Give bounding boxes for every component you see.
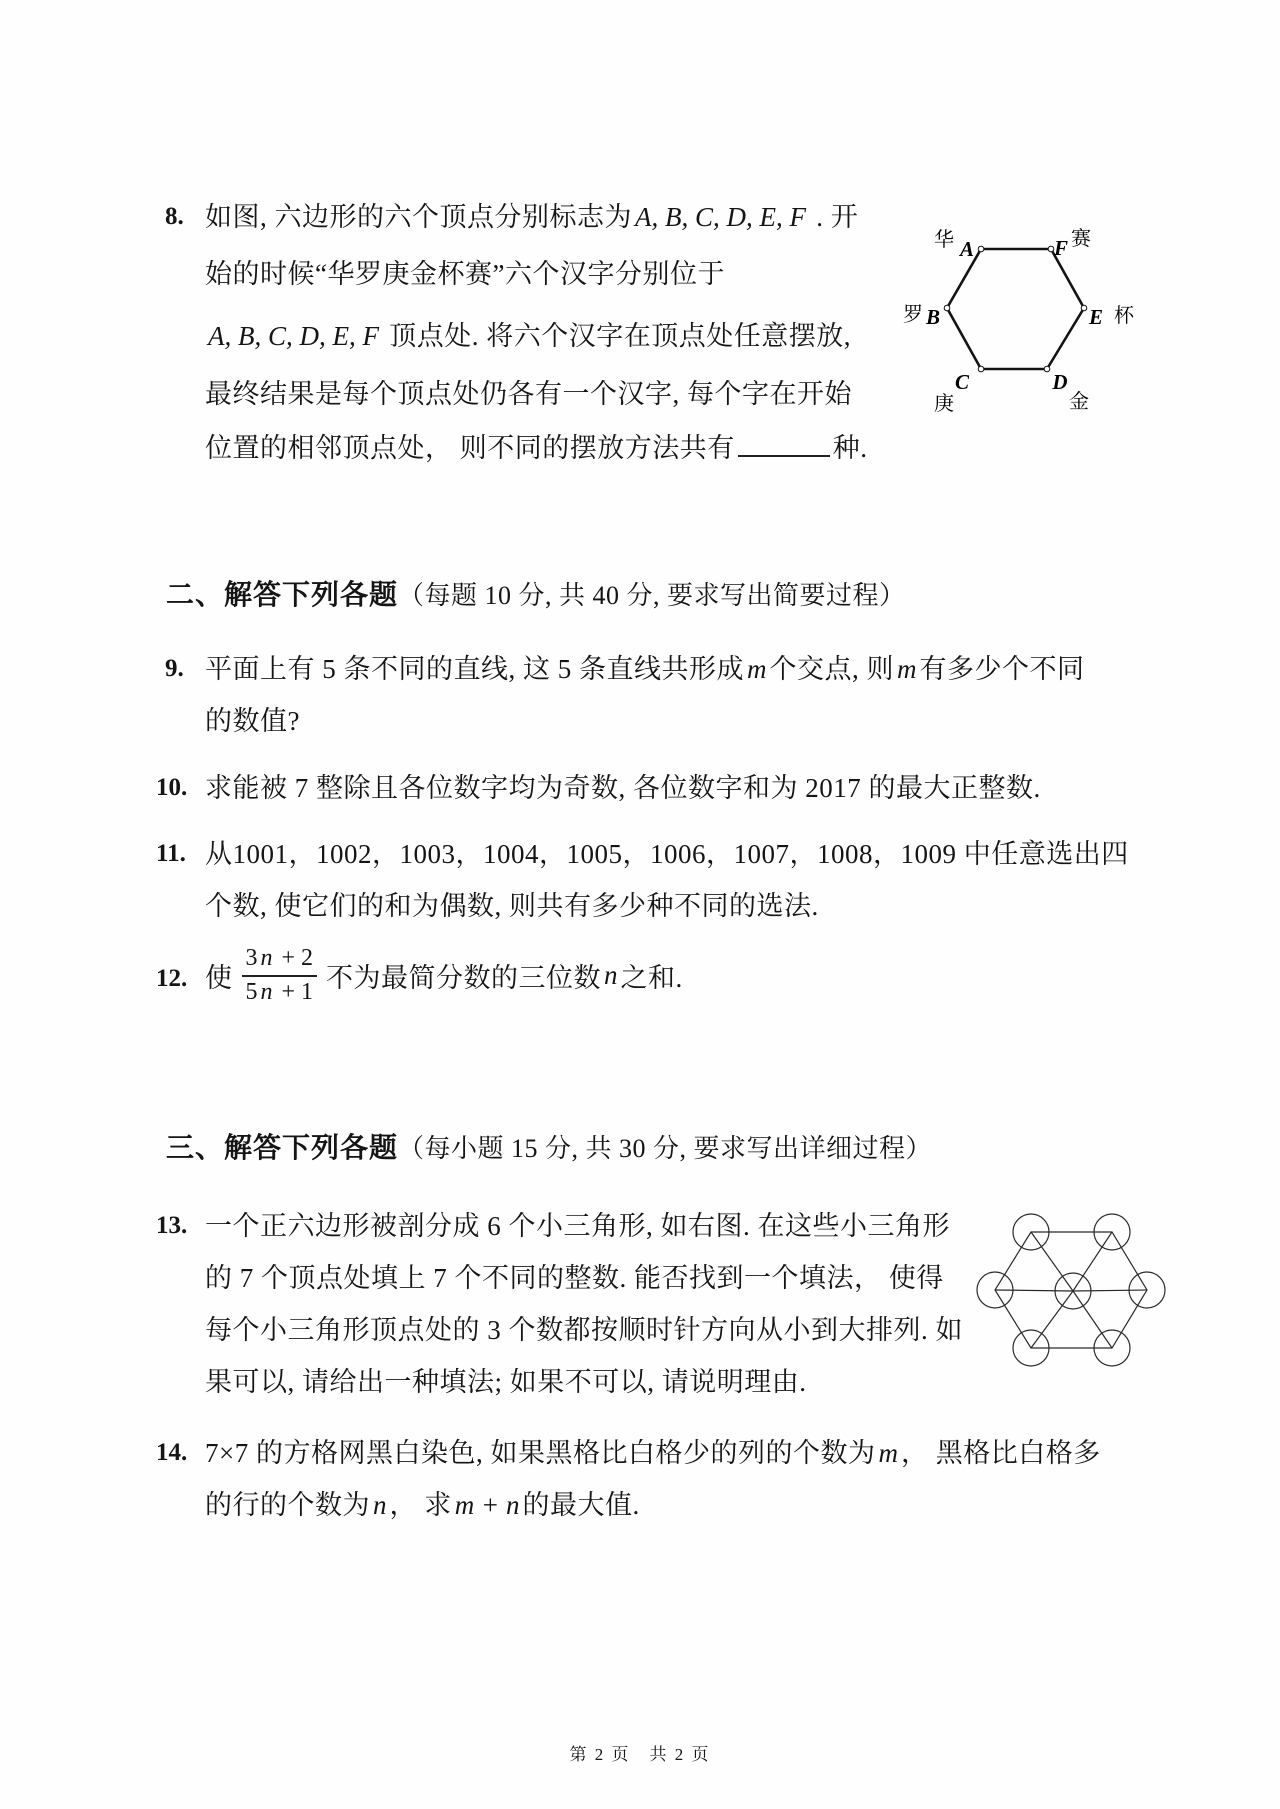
- text-segment: 个数, 使它们的和为偶数, 则共有多少种不同的选法.: [205, 891, 819, 921]
- question-14-number: 14.: [156, 1439, 188, 1466]
- vertex-label-d: D: [1052, 370, 1068, 394]
- fraction-numerator: [242, 945, 318, 977]
- math-var-m: m: [897, 654, 917, 684]
- text-segment: 使: [205, 962, 233, 993]
- question-8-number: 8.: [165, 203, 184, 230]
- vertex-dot-e: [1081, 305, 1087, 311]
- text-segment: 7×7 的方格网黑白染色, 如果黑格比白格少的列的个数为: [205, 1438, 876, 1468]
- section-2-title: 二、解答下列各题: [166, 580, 399, 611]
- hexagon-figure: [900, 195, 1150, 425]
- section-3-title: 三、解答下列各题: [166, 1133, 399, 1164]
- text-segment: 的最大值.: [522, 1490, 640, 1520]
- vertex-label-e: E: [1088, 305, 1104, 329]
- figure-char-sai: 赛: [1071, 228, 1091, 250]
- vertex-dot-b: [944, 305, 950, 311]
- text-segment: . 开: [808, 202, 859, 232]
- question-14-line-1: [205, 1437, 1101, 1469]
- question-12-number: 12.: [156, 965, 188, 992]
- question-12-line-1: [205, 942, 683, 1008]
- section-2-note: （每题 10 分, 共 40 分, 要求写出简要过程）: [398, 581, 906, 610]
- question-8-line-2: [205, 258, 725, 290]
- spoke: [1073, 1291, 1112, 1348]
- text-segment: 位置的相邻顶点处， 则不同的摆放方法共有: [205, 433, 735, 463]
- text-segment: 个交点, 则: [769, 654, 894, 684]
- text-segment: 有多少个不同: [919, 654, 1085, 684]
- text-segment: 平面上有 5 条不同的直线, 这 5 条直线共形成: [205, 654, 744, 684]
- answer-blank: [738, 450, 830, 457]
- text-segment: 的行的个数为: [205, 1490, 370, 1520]
- text-segment: 种.: [832, 433, 868, 463]
- vertex-label-a: A: [959, 237, 975, 261]
- spoke: [1031, 1291, 1073, 1348]
- hexagon-outline: [947, 249, 1084, 369]
- text-segment: 求能被 7 整除且各位数字均为奇数, 各位数字和为 2017 的最大正整数.: [205, 773, 1041, 803]
- math-vertices: A, B, C, D, E, F: [635, 202, 806, 232]
- math-var-m: m: [878, 1438, 898, 1468]
- spoke: [995, 1290, 1073, 1291]
- question-10-number: 10.: [156, 774, 188, 801]
- text-segment: 每个小三角形顶点处的 3 个数都按顺时针方向从小到大排列. 如: [205, 1315, 963, 1345]
- question-13-line-4: [205, 1366, 807, 1398]
- question-13-number: 13.: [156, 1212, 188, 1239]
- text-segment: 始的时候“华罗庚金杯赛”六个汉字分别位于: [205, 259, 725, 289]
- question-11-line-2: [205, 890, 819, 922]
- text-segment: 一个正六边形被剖分成 6 个小三角形, 如右图. 在这些小三角形: [205, 1211, 950, 1241]
- figure-char-jin: 金: [1069, 391, 1089, 413]
- vertex-label-b: B: [925, 305, 941, 329]
- divided-hexagon-figure: [975, 1210, 1175, 1375]
- figure-char-bei: 杯: [1114, 305, 1134, 327]
- math-var-m: m: [747, 654, 767, 684]
- spoke: [1031, 1232, 1073, 1291]
- text-segment: 顶点处. 将六个汉字在顶点处任意摆放,: [381, 321, 851, 351]
- question-8-line-3: [205, 320, 851, 352]
- page-number-footer: 第 2 页 共 2 页: [569, 1745, 711, 1764]
- vertex-dot-c: [978, 366, 984, 372]
- math-var-n: n: [260, 944, 273, 971]
- text-segment: 最终结果是每个顶点处仍各有一个汉字, 每个字在开始: [205, 379, 852, 409]
- figure-char-hua: 华: [934, 229, 954, 251]
- text-segment: 的 7 个顶点处填上 7 个不同的整数. 能否找到一个填法， 使得: [205, 1263, 944, 1293]
- text-segment: ， 黑格比白格多: [900, 1438, 1101, 1468]
- text-segment: 不为最简分数的三位数: [326, 962, 602, 993]
- figure-char-luo: 罗: [903, 304, 923, 326]
- text-segment: + 1: [275, 978, 314, 1005]
- vertex-dot-d: [1044, 366, 1050, 372]
- text-segment: ， 求: [389, 1490, 452, 1520]
- fraction: [242, 945, 318, 1006]
- text-segment: 如图, 六边形的六个顶点分别标志为: [205, 202, 632, 232]
- math-vertices: A, B, C, D, E, F: [208, 321, 379, 351]
- spoke: [1073, 1290, 1147, 1291]
- question-10-line-1: [205, 772, 1041, 804]
- question-11-line-1: [205, 838, 1129, 870]
- vertex-label-f: F: [1053, 236, 1069, 260]
- question-8-line-4: [205, 378, 852, 410]
- question-9-line-2: [205, 705, 300, 737]
- fraction-denominator: [242, 977, 318, 1006]
- question-8-line-1: [205, 201, 858, 233]
- text-segment: 3: [245, 944, 258, 971]
- question-9-number: 9.: [165, 655, 184, 682]
- text-segment: 之和.: [620, 962, 683, 993]
- text-segment: + 2: [275, 944, 314, 971]
- question-8-line-5: [205, 432, 868, 464]
- math-expr-m-plus-n: m + n: [454, 1490, 520, 1520]
- figure-char-geng: 庚: [934, 393, 954, 415]
- question-13-line-1: [205, 1210, 950, 1242]
- text-segment: 从1001，1002，1003，1004，1005，1006，1007，1008，1009 中任意选出四: [205, 839, 1129, 869]
- math-var-n: n: [604, 959, 618, 990]
- question-13-line-3: [205, 1314, 963, 1346]
- vertex-label-c: C: [954, 370, 970, 394]
- question-14-line-2: [205, 1489, 640, 1521]
- section-2-header: [166, 573, 906, 613]
- math-var-n: n: [373, 1490, 387, 1520]
- section-3-header: [166, 1126, 932, 1166]
- question-13-line-2: [205, 1262, 944, 1294]
- question-11-number: 11.: [156, 840, 186, 867]
- vertex-dot-f: [1048, 246, 1054, 252]
- text-segment: 的数值?: [205, 706, 300, 736]
- section-3-note: （每小题 15 分, 共 30 分, 要求写出详细过程）: [398, 1134, 933, 1163]
- vertex-dot-a: [978, 246, 984, 252]
- text-segment: 果可以, 请给出一种填法; 如果不可以, 请说明理由.: [205, 1367, 807, 1397]
- text-segment: 5: [245, 978, 258, 1005]
- spoke: [1073, 1232, 1112, 1291]
- question-9-line-1: [205, 653, 1085, 685]
- math-var-n: n: [260, 978, 273, 1005]
